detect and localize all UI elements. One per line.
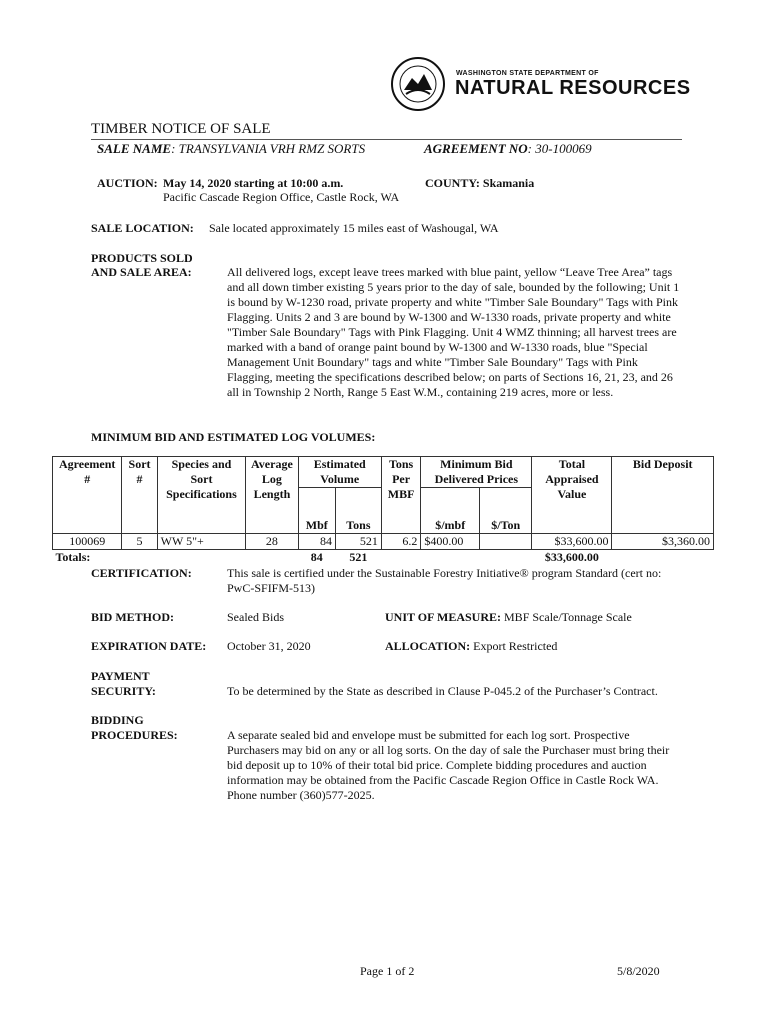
auction-location: Pacific Cascade Region Office, Castle Rock, WA [163,190,400,204]
header-avg-log: Average Log Length [246,457,298,534]
auction-value: May 14, 2020 starting at 10:00 a.m. [163,176,344,190]
footer-date: 5/8/2020 [617,964,660,978]
table-row [53,534,714,550]
header-sort: Sort # [122,457,157,534]
header-per-ton: $/Ton [480,488,532,534]
header-species: Species and Sort Specifications [157,457,246,534]
bid-method-label: BID METHOD: [91,610,175,624]
totals-mbf: 84 [310,550,323,564]
certification-text: This sale is certified under the Sustainable Forestry Initiative® program Standard (cert no: PwC-SFIFM-513) [227,566,662,595]
agreement-line [424,141,592,157]
header-est-volume: Estimated Volume [298,457,381,488]
title-divider [91,139,682,140]
sale-name-value: : TRANSYLVANIA VRH RMZ SORTS [171,141,366,156]
sale-name-label: SALE NAME [97,141,172,156]
cell-sort: 5 [122,534,157,550]
cell-tons: 521 [335,534,381,550]
dept-line: WASHINGTON STATE DEPARTMENT OF [456,70,599,77]
payment-label-1: PAYMENT [91,669,150,683]
bidding-text: A separate sealed bid and envelope must be submitted for each log sort. Prospective Purchasers may bid on any or all log sorts. On the day of sale the Purchaser must bring their bid deposit up to 10% of their total bid price. Complete bidding procedures and auction information may be obtained from the Pacific Cascade Region Office in Castle Rock WA. Phone number (360)577-2025. [227,728,670,802]
products-text: All delivered logs, except leave trees marked with blue paint, yellow “Leave Tree Area” tags and all down timber existing 5 years prior to the day of sale, bounded by the following; Unit 1 is bound by W-1230 road, private property and white "Timber Sale Boundary" Tags with Pink Flagging. Units 2 and 3 are bound by W-1300 and W-1330 roads, private property and white "Timber Sale Boundary" Tags with Pink Flagging. Unit 4 WMZ thinning; all harvest trees are marked with a band of orange paint bound by W-1300 and W-1330 roads, blue "Special Management Unit Boundary" tags and white "Timber Sale Boundary" Tags with Pink Flagging, meeting the specifications described below; on parts of Sections 16, 21, 23, and 26 all in Township 2 North, Range 5 East W.M., containing 219 acres, more or less. [227,265,680,399]
sale-location-label: SALE LOCATION: [91,221,194,235]
certification-label: CERTIFICATION: [91,566,192,580]
dept-name: NATURAL RESOURCES [455,77,691,99]
products-label-2: AND SALE AREA: [91,265,192,279]
sale-location-value: Sale located approximately 15 miles east of Washougal, WA [209,221,499,235]
cell-per-ton [480,534,532,550]
uom-label: UNIT OF MEASURE: [385,610,502,624]
bid-table [52,456,714,565]
bidding-label-1: BIDDING [91,713,144,727]
totals-tons: 521 [349,550,368,564]
allocation-value: Export Restricted [473,639,558,653]
page-number: Page 1 of 2 [360,964,415,978]
cell-agreement: 100069 [53,534,122,550]
totals-row [53,550,714,566]
document-title: TIMBER NOTICE OF SALE [91,121,271,137]
payment-text: To be determined by the State as described in Clause P-045.2 of the Purchaser’s Contract. [227,684,658,698]
expiration-value: October 31, 2020 [227,639,311,653]
allocation-line [385,639,557,654]
uom-line [385,610,632,625]
county-value: Skamania [482,176,535,190]
expiration-label: EXPIRATION DATE: [91,639,207,653]
header-min-bid: Minimum Bid Delivered Prices [421,457,532,488]
header-mbf: Mbf [298,488,335,534]
bidding-label-2: PROCEDURES: [91,728,178,742]
agreement-label: AGREEMENT NO [424,141,528,156]
dnr-seal-icon [390,56,446,112]
cell-mbf: 84 [298,534,335,550]
totals-value: $33,600.00 [544,550,599,564]
county-line [425,176,534,191]
agreement-value: : 30-100069 [527,141,592,156]
cell-total-value: $33,600.00 [532,534,612,550]
auction-label: AUCTION: [97,176,158,190]
totals-label: Totals: [55,550,91,564]
cell-avg-log: 28 [246,534,298,550]
uom-value: MBF Scale/Tonnage Scale [504,610,632,624]
table-header-row [53,457,714,488]
header-agreement: Agreement # [53,457,122,534]
sale-name-line [97,141,365,157]
allocation-label: ALLOCATION: [385,639,471,653]
header-per-mbf: $/mbf [421,488,480,534]
products-label-1: PRODUCTS SOLD [91,251,193,265]
header-tons-per-mbf: Tons Per MBF [381,457,421,534]
payment-label-2: SECURITY: [91,684,156,698]
cell-per-mbf: $400.00 [421,534,480,550]
bid-method-value: Sealed Bids [227,610,284,624]
cell-species: WW 5"+ [157,534,246,550]
header-total-value: Total Appraised Value [532,457,612,534]
min-bid-heading: MINIMUM BID AND ESTIMATED LOG VOLUMES: [91,430,376,444]
county-label: COUNTY: [425,176,480,190]
header-bid-deposit: Bid Deposit [612,457,714,534]
header-tons: Tons [335,488,381,534]
cell-bid-deposit: $3,360.00 [612,534,714,550]
cell-tons-per-mbf: 6.2 [381,534,421,550]
